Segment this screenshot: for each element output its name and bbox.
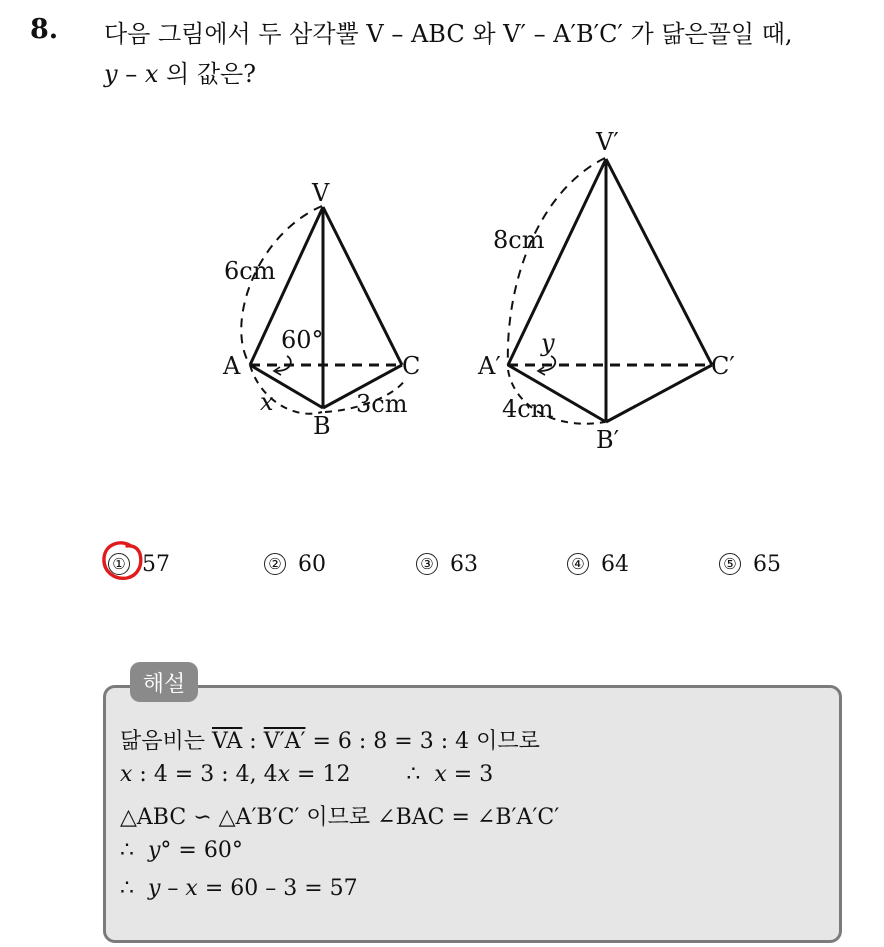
choice-3-value: 63 xyxy=(450,551,478,577)
answer-circle-mark xyxy=(101,540,145,582)
choice-1-number: ① xyxy=(108,553,130,575)
var-y: y xyxy=(147,876,161,901)
left-label-c: C xyxy=(402,352,421,380)
var-x: x xyxy=(144,60,159,88)
explanation-line-5 xyxy=(120,876,358,901)
choice-2[interactable] xyxy=(264,548,326,580)
question-number: 8. xyxy=(30,14,59,45)
right-label-8cm: 8cm xyxy=(493,226,545,254)
question-tail: 의 값은? xyxy=(158,60,257,88)
ratio-label: 닮음비는 xyxy=(120,729,213,754)
var-x: x xyxy=(277,762,291,787)
ratio-sep: : xyxy=(242,729,264,754)
left-label-x: x xyxy=(260,388,274,416)
question-line-1: 다음 그림에서 두 삼각뿔 V – ABC 와 V′ – A′B′C′ 가 닮은꼴일 때, xyxy=(104,20,793,48)
segment-vpap: V′A′ xyxy=(263,729,306,754)
right-label-c: C′ xyxy=(711,352,735,380)
left-label-3cm: 3cm xyxy=(356,390,408,418)
left-label-a: A xyxy=(223,352,241,380)
var-y: y xyxy=(147,838,161,863)
minus: – xyxy=(160,876,186,901)
ratio-rest: = 6 : 8 = 3 : 4 이므로 xyxy=(305,729,540,754)
var-x: x xyxy=(434,762,447,787)
choice-5[interactable] xyxy=(719,548,781,580)
choice-4-value: 64 xyxy=(601,551,629,577)
choice-2-number: ② xyxy=(264,553,286,575)
var-x: x xyxy=(120,762,133,787)
left-pyramid xyxy=(241,206,405,414)
explanation-line-2 xyxy=(120,762,493,787)
left-label-b: B xyxy=(313,412,331,440)
segment-va: $\overline{VA}$ xyxy=(212,729,243,754)
right-label-y: y xyxy=(541,329,555,357)
choice-2-value: 60 xyxy=(298,551,326,577)
right-pyramid xyxy=(508,158,712,424)
choice-3-number: ③ xyxy=(416,553,438,575)
right-label-b: B′ xyxy=(596,426,620,454)
choice-5-number: ⑤ xyxy=(719,553,741,575)
right-label-a: A′ xyxy=(478,352,501,380)
left-labels xyxy=(222,179,420,440)
proportion: : 4 = 3 : 4, 4 xyxy=(132,762,278,787)
left-label-v: V xyxy=(312,179,330,207)
right-label-4cm: 4cm xyxy=(502,395,554,423)
choice-5-value: 65 xyxy=(753,551,781,577)
choice-1-value: 57 xyxy=(142,551,170,577)
right-edge-vc xyxy=(606,159,712,365)
left-label-6cm: 6cm xyxy=(224,257,276,285)
var-y: y xyxy=(104,60,118,88)
equation: = 12 ∴ xyxy=(290,762,435,787)
therefore: ∴ xyxy=(120,838,148,863)
var-x: x xyxy=(185,876,198,901)
right-edge-bc xyxy=(606,365,712,422)
explanation-line-4 xyxy=(120,838,243,863)
explanation-tag: 해설 xyxy=(130,662,198,702)
choice-4-number: ④ xyxy=(567,553,589,575)
result: = 3 xyxy=(446,762,494,787)
therefore: ∴ xyxy=(120,876,148,901)
explanation-line-1 xyxy=(120,724,540,755)
left-edge-vc xyxy=(323,207,402,365)
right-label-v: V′ xyxy=(596,128,619,156)
left-label-60deg: 60° xyxy=(281,326,324,354)
explanation-line-3: △ABC ∽ △A′B′C′ 이므로 ∠BAC = ∠B′A′C′ xyxy=(120,805,560,830)
choice-4[interactable] xyxy=(567,548,629,580)
choice-3[interactable] xyxy=(416,548,478,580)
final-result: = 60 – 3 = 57 xyxy=(197,876,358,901)
minus: – xyxy=(117,60,145,88)
angle-result: ° = 60° xyxy=(160,838,243,863)
